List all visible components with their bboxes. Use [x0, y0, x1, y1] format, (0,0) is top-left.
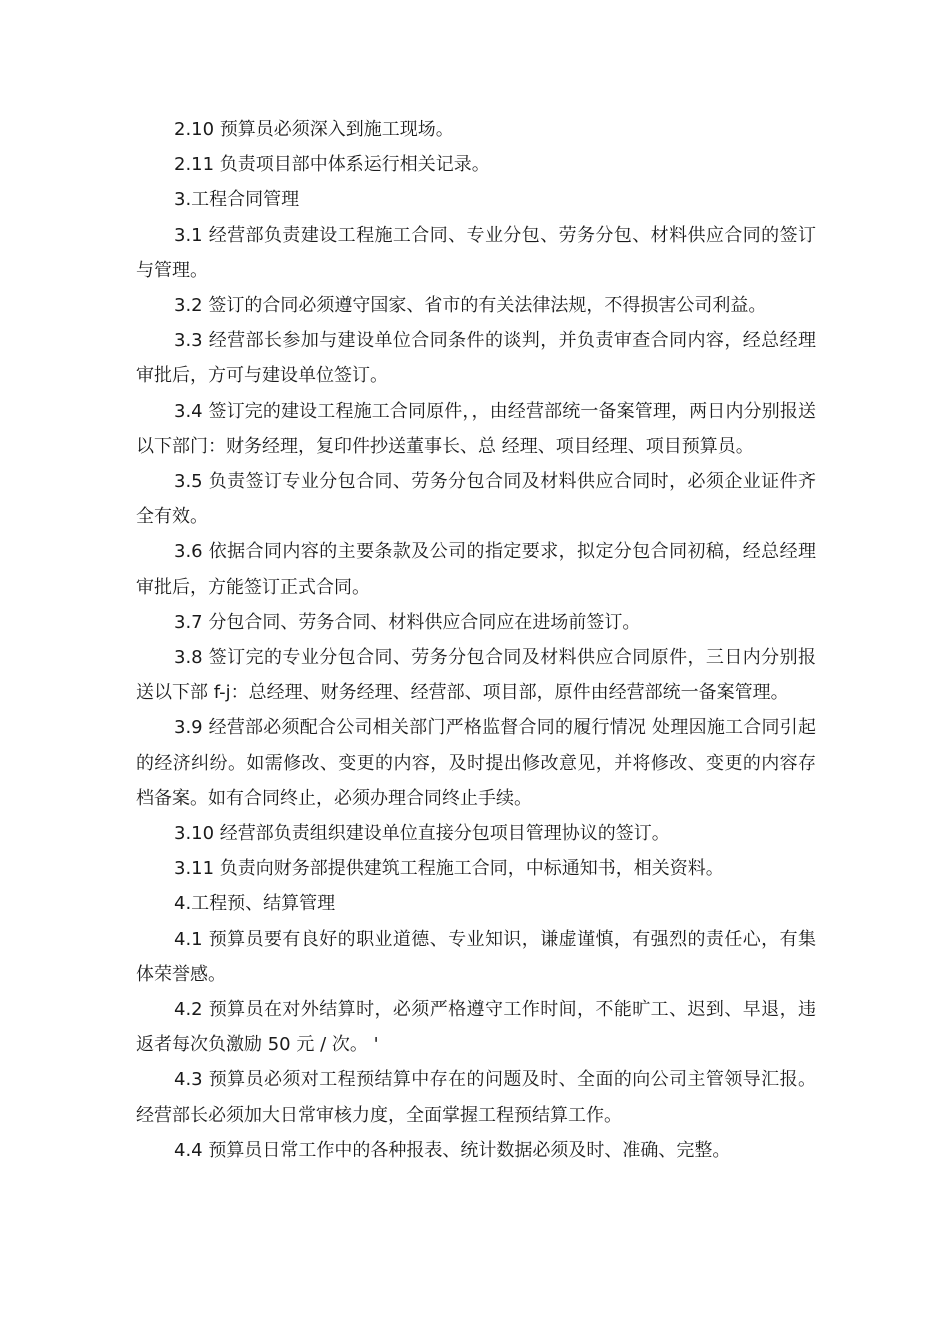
- paragraph-2-11: 2.11 负责项目部中体系运行相关记录。: [174, 154, 490, 176]
- paragraph-3-1: 3.1 经营部负责建设工程施工合同、专业分包、劳务分包、材料供应合同的签订与管理。: [136, 224, 816, 281]
- paragraph-4-1: 4.1 预算员要有良好的职业道德、专业知识，谦虚谨慎，有强烈的责任心，有集体荣誉感。: [136, 928, 816, 985]
- paragraph-3-7: 3.7 分包合同、劳务合同、材料供应合同应在进场前签订。: [174, 611, 641, 633]
- paragraph-3-8: 3.8 签订完的专业分包合同、劳务分包合同及材料供应合同原件，三日内分别报送以下部 f-j：总经理、财务经理、经营部、项目部，原件由经营部统一备案管理。: [136, 647, 816, 704]
- section-heading-contract-management: 3.工程合同管理: [174, 189, 300, 211]
- paragraph-4-2: 4.2 预算员在对外结算时，必须严格遵守工作时间，不能旷工、迟到、早退，违返者每次负激励 50 元 / 次。 ': [136, 999, 816, 1056]
- section-heading-budget-settlement: 4.工程预、结算管理: [174, 893, 336, 915]
- paragraph-3-10: 3.10 经营部负责组织建设单位直接分包项目管理协议的签订。: [174, 823, 670, 845]
- paragraph-2-10: 2.10 预算员必须深入到施工现场。: [174, 119, 454, 140]
- paragraph-3-9: 3.9 经营部必须配合公司相关部门严格监督合同的履行情况 处理因施工合同引起的经济纠纷。如需修改、变更的内容，及时提出修改意见，并将修改、变更的内容存档备案。如有合同终止，必须办理合同终止手续。: [136, 717, 816, 809]
- paragraph-4-4: 4.4 预算员日常工作中的各种报表、统计数据必须及时、准确、完整。: [174, 1139, 731, 1161]
- paragraph-3-5: 3.5 负责签订专业分包合同、劳务分包合同及材料供应合同时，必须企业证件齐全有效。: [136, 471, 816, 528]
- paragraph-3-6: 3.6 依据合同内容的主要条款及公司的指定要求，拟定分包合同初稿，经总经理审批后，方能签订正式合同。: [136, 541, 816, 598]
- document-body: [136, 112, 816, 1168]
- paragraph-4-3: 4.3 预算员必须对工程预结算中存在的问题及时、全面的向公司主管领导汇报。经营部长必须加大日常审核力度，全面掌握工程预结算工作。: [136, 1069, 816, 1126]
- paragraph-3-2: 3.2 签订的合同必须遵守国家、省市的有关法律法规，不得损害公司利益。: [174, 295, 767, 317]
- paragraph-3-4: 3.4 签订完的建设工程施工合同原件，，由经营部统一备案管理，两日内分别报送以下部门：财务经理，复印件抄送董事长、总 经理、项目经理、项目预算员。: [136, 400, 816, 457]
- paragraph-3-3: 3.3 经营部长参加与建设单位合同条件的谈判，并负责审查合同内容，经总经理审批后，方可与建设单位签订。: [136, 330, 816, 387]
- paragraph-3-11: 3.11 负责向财务部提供建筑工程施工合同，中标通知书，相关资料。: [174, 858, 724, 880]
